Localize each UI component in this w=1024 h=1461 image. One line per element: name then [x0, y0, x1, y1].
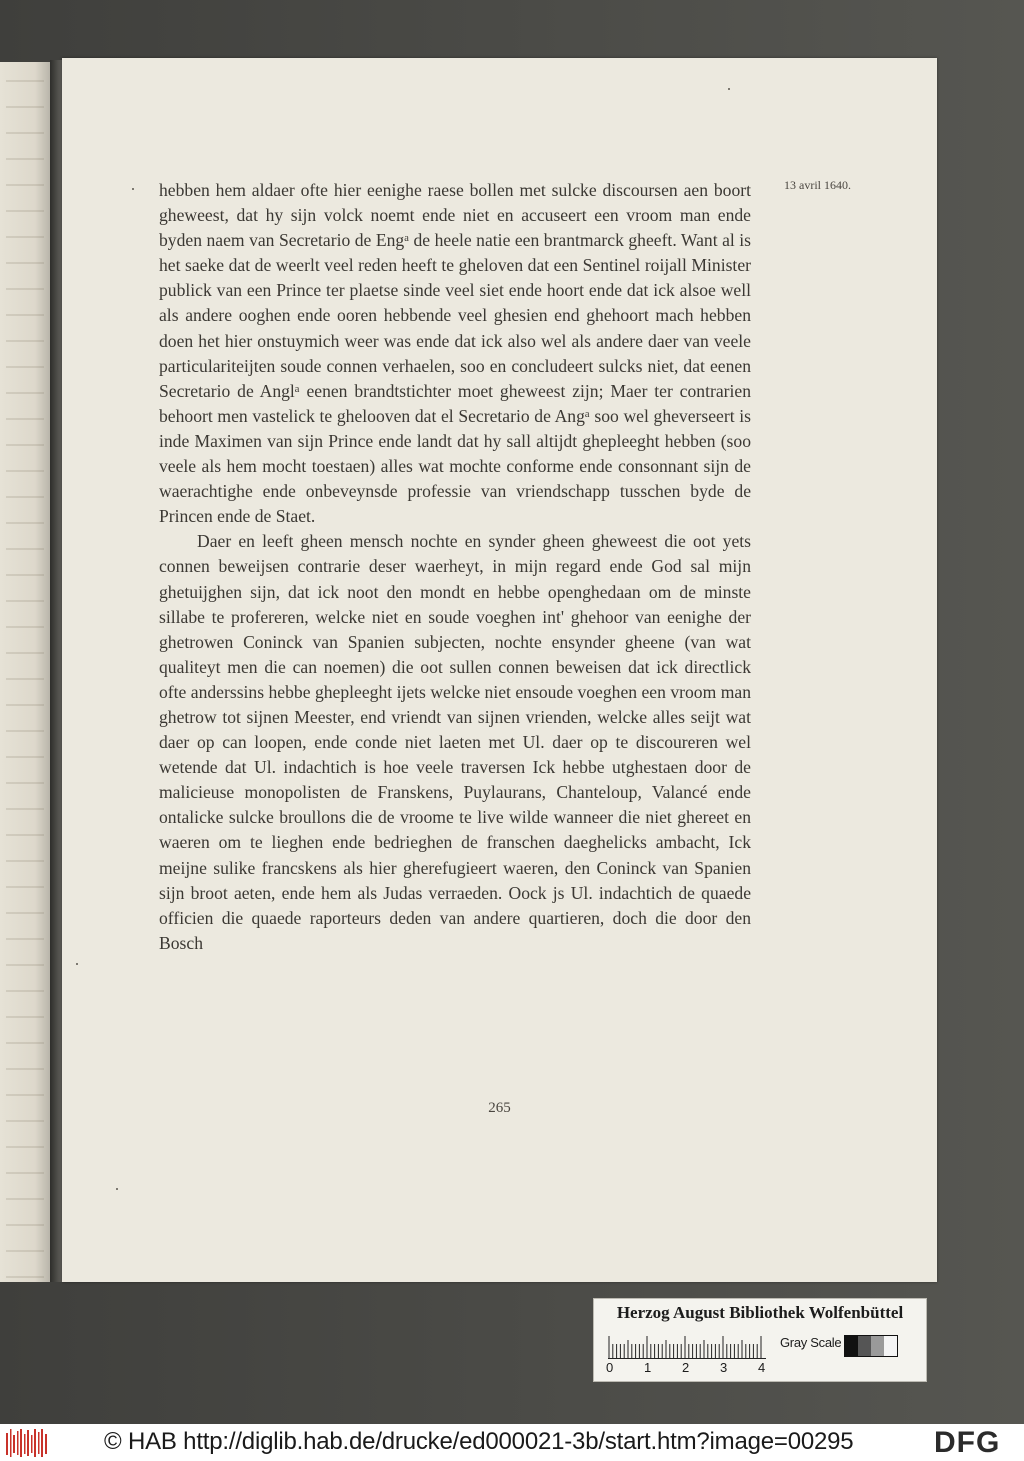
ruler-number: 2 — [682, 1360, 690, 1375]
margin-date-note: 13 avril 1640. — [784, 178, 851, 192]
document-page — [62, 58, 937, 1282]
speck — [132, 188, 134, 190]
paragraph-1: hebben hem aldaer ofte hier eenighe raese bollen met sulcke discoursen aen boort gheweest, dat hy sijn volck noemt ende niet en accuseert een vroom man ende byden naem van Secretario de Engᵃ de heele natie een brantmarck gheeft. Want al is het saeke dat de weerlt veel reden heeft te gheloven dat een Sentinel roijall Minister publick van een Prince ter plaetse sinde veel siet ende hoort ende dat ick alsoe well als andere ooghen ende ooren hebbende veel ghesien end ghehoort mach hebben doen het hier onstuymich weer was ende dat ick also wel als andere daer van veele particulariteijten soude connen verhaelen, soo en concludeert sulcks niet, dat eenen Secretario de Anglᵃ eenen brandtstichter moet gheweest zijn; Maer ter contrarien behoort men vastelick te ghelooven dat el Secretario de Angᵃ soo wel gheverseert is inde Maximen van sijn Prince ende landt dat hy sall altijdt ghepleeght hebben (soo veele als hem mocht toestaen) alles wat mochte conforme ende consonnant sijn de waerachtighe ende onbeveynsde professie van vriendschapp tusschen byde de Princen ende de Staet. — [159, 180, 751, 527]
gray-swatch — [845, 1336, 858, 1356]
gray-swatch — [871, 1336, 884, 1356]
speck — [116, 1188, 118, 1190]
ruler-number: 4 — [758, 1360, 766, 1375]
gray-swatch — [884, 1336, 897, 1356]
library-title: Herzog August Bibliothek Wolfenbüttel — [616, 1303, 904, 1322]
footer-bar — [0, 1424, 1024, 1461]
gray-scale-swatches — [844, 1335, 898, 1357]
measurement-ruler — [608, 1334, 766, 1359]
barcode-icon — [6, 1429, 48, 1457]
gray-scale-label: Gray Scale — [780, 1335, 842, 1350]
copyright-url[interactable]: © HAB http://diglib.hab.de/drucke/ed000021-3b/start.htm?image=00295 — [104, 1428, 854, 1455]
dfg-logo: DFG — [934, 1426, 1001, 1459]
body-text — [159, 178, 751, 956]
paragraph-2: Daer en leeft gheen mensch nochte en synder gheen gheweest die oot yets connen beweijsen contrarie deser waerheyt, in mijn regard ende God sal mijn ghetuijghen sijn, dat ick noot den mondt en hebbe openghedaan om de minste sillabe te profereren, welcke niet en soude voeghen int' ghehoor van eenighe der ghetrowen Coninck van Spanien subjecten, nochte ensynder gheene (van wat qualiteyt men die can noemen) die oot sullen connen beweisen dat ick directlick ofte anderssins hebbe ghepleeght ijets welcke niet ensoude voeghen een vroom man ghetrow tot sijnen Meester, end vriendt van sijnen vrienden, welcke alles seijt wat daer op can loopen, ende conde niet laeten met Ul. daer op te discoureren wel wetende dat Ul. indachtich is hoe veele traversen Ick hebbe utghestaen door de malicieuse monopolisten de Franskens, Puylaurans, Chanteloup, Valancé ende ontalicke sulcke broullons die de vroome te live wilde wanneer die niet ghereet en waeren om te lieghen ende bedrieghen de franschen daeghelicks ambacht, Ick meijne sulike francskens als hier gherefugieert waeren, den Coninck van Spanien sijn broot aeten, ende hem als Judas verraeden. Oock js Ul. indachtich de quaede officien die quaede raporteurs deden van andere quartieren, doch die door den Bosch — [159, 531, 751, 953]
gray-swatch — [858, 1336, 871, 1356]
ruler-number: 0 — [606, 1360, 614, 1375]
ruler-number: 1 — [644, 1360, 652, 1375]
speck — [728, 88, 730, 90]
color-calibration-card — [593, 1298, 927, 1382]
page-number: 265 — [488, 1100, 511, 1116]
ruler-numbers — [604, 1360, 780, 1376]
speck — [76, 963, 78, 965]
ruler-number: 3 — [720, 1360, 728, 1375]
facing-page-edge — [0, 62, 50, 1282]
